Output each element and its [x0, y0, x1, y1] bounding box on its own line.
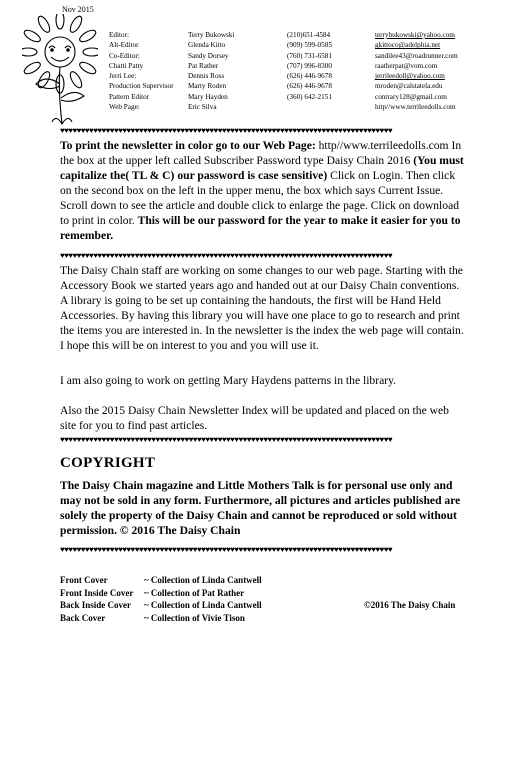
staff-role: Editor: [109, 31, 129, 39]
credit-row [60, 574, 490, 587]
credit-row [60, 587, 490, 600]
staff-row [109, 40, 489, 50]
print-notice [60, 138, 466, 243]
issue-date: Nov 2015 [62, 5, 94, 14]
cover-credits [60, 574, 490, 624]
staff-phone: (909) 599-0585 [287, 41, 332, 50]
staff-phone: (626) 446-9678 [287, 82, 332, 91]
credit-label: Back Inside Cover [60, 600, 132, 611]
copyright-heading: COPYRIGHT [60, 455, 156, 471]
password-case-note: (You must capitalize the( TL & C) our password is case sensitive) [60, 154, 464, 182]
credit-label: Back Cover [60, 612, 106, 623]
staff-name: Eric Silva [188, 103, 217, 112]
credit-value: ~ Collection of Pat Rather [144, 587, 245, 598]
staff-email-link[interactable]: terrybukowski@yahoo.com [375, 31, 455, 39]
credit-value: ~ Collection of Linda Cantwell [144, 575, 262, 585]
staff-row [109, 81, 489, 91]
staff-row [109, 71, 489, 81]
daisy-flower-icon [22, 14, 98, 126]
password-reminder: This will be our password for the year to make it easier for you to remember. [60, 214, 461, 242]
staff-role: Co-Editor: [109, 51, 140, 60]
heart-divider: ♥♥♥♥♥♥♥♥♥♥♥♥♥♥♥♥♥♥♥♥♥♥♥♥♥♥♥♥♥♥♥♥♥♥♥♥♥♥♥♥♥♥♥♥♥♥♥♥♥♥♥♥♥♥♥♥♥♥♥♥♥♥♥♥♥♥♥♥♥♥♥♥♥♥♥♥♥♥♥♥ [60, 127, 393, 135]
credits-copyright: ©2016 The Daisy Chain [364, 600, 456, 610]
web-page-url-inline[interactable]: http//www.terrileedolls.com [315, 139, 449, 152]
staff-email: contrary128@gmail.com [375, 92, 447, 101]
heart-divider: ♥♥♥♥♥♥♥♥♥♥♥♥♥♥♥♥♥♥♥♥♥♥♥♥♥♥♥♥♥♥♥♥♥♥♥♥♥♥♥♥♥♥♥♥♥♥♥♥♥♥♥♥♥♥♥♥♥♥♥♥♥♥♥♥♥♥♥♥♥♥♥♥♥♥♥♥♥♥♥♥ [60, 252, 393, 260]
staff-name: Sandy Dorsey [188, 51, 229, 60]
staff-row [109, 102, 489, 112]
index-paragraph: Also the 2015 Daisy Chain Newsletter Index will be updated and placed on the web site for you to find past articles. [60, 404, 449, 432]
staff-name: Pat Rather [188, 61, 219, 70]
staff-name: Mary Hayden [188, 92, 228, 101]
print-notice-instructions: In the box at the upper left called Subscriber Password type Daisy Chain 2016 [60, 139, 462, 167]
patterns-paragraph: I am also going to work on getting Mary Haydens patterns in the library. [60, 374, 397, 387]
staff-email-link[interactable]: jerrileedoll@yahoo.com [375, 72, 445, 81]
staff-row [109, 61, 489, 71]
staff-row [109, 30, 489, 40]
credit-label: Front Cover [60, 575, 108, 585]
staff-role: Production Supervisor [109, 82, 174, 91]
staff-name: Glenda Kitto [188, 41, 226, 50]
staff-role: Chatti Patty [109, 61, 144, 70]
staff-phone: (210)651-4584 [287, 31, 331, 39]
heart-divider: ♥♥♥♥♥♥♥♥♥♥♥♥♥♥♥♥♥♥♥♥♥♥♥♥♥♥♥♥♥♥♥♥♥♥♥♥♥♥♥♥♥♥♥♥♥♥♥♥♥♥♥♥♥♥♥♥♥♥♥♥♥♥♥♥♥♥♥♥♥♥♥♥♥♥♥♥♥♥♥♥ [60, 436, 393, 444]
staff-role: Pattern Editor [109, 92, 150, 101]
staff-name: Terry Bukowski [188, 31, 235, 39]
staff-role: Web Page: [109, 103, 140, 112]
credit-label: Front Inside Cover [60, 587, 134, 598]
staff-row [109, 92, 489, 102]
staff-phone: (360) 642-2151 [287, 92, 332, 101]
staff-name: Dennis Ross [188, 72, 225, 81]
copyright-text: The Daisy Chain magazine and Little Mothers Talk is for personal use only and may not be sold in any form. Furthermore, all pictures and articles published are solely the property of the Daisy Chain and cannot be reproduced or sold without permission. © 2016 The Daisy Chain [60, 479, 461, 537]
print-notice-steps: Click on Login. Then click on the second box on the left in the upper menu, the box which says Current Issue. Scroll down to see the article and double click to enlarge the page. Click on download to print in color. [60, 169, 460, 227]
staff-phone: (626) 446-9678 [287, 72, 332, 81]
staff-role: Alt-Editor [109, 41, 139, 50]
staff-row [109, 51, 489, 61]
credit-value: ~ Collection of Vivie Tison [144, 612, 245, 623]
heart-divider: ♥♥♥♥♥♥♥♥♥♥♥♥♥♥♥♥♥♥♥♥♥♥♥♥♥♥♥♥♥♥♥♥♥♥♥♥♥♥♥♥♥♥♥♥♥♥♥♥♥♥♥♥♥♥♥♥♥♥♥♥♥♥♥♥♥♥♥♥♥♥♥♥♥♥♥♥♥♥♥♥ [60, 546, 393, 554]
staff-directory [109, 30, 489, 112]
credit-value: ~ Collection of Linda Cantwell [144, 600, 262, 611]
staff-phone: (707) 996-8300 [287, 61, 332, 70]
staff-role: Jerri Lee: [109, 72, 137, 81]
staff-email: mroden@calstatela.edu [375, 82, 443, 91]
staff-email-link[interactable]: gkittoco@adelphia.net [375, 41, 441, 50]
staff-name: Marty Roden [188, 82, 227, 91]
print-notice-lead: To print the newsletter in color go to our Web Page: [60, 139, 316, 152]
staff-phone: (760) 731-6581 [287, 51, 332, 60]
web-changes-paragraph: The Daisy Chain staff are working on some changes to our web page. Starting with the Accessory Book we started years ago and handed out at our Daisy Chain conventions. A library is going to be set up containing the handouts, the first will be Hand Held Accessories. By having this library you will have one place to go to research and print the items you are interested in. In the newsletter is the index the web page will contain. I hope this will be on interest to you and you will use it. [60, 264, 464, 352]
credit-row [60, 612, 490, 625]
staff-email: sandilee43@roadrunner.com [375, 51, 458, 60]
web-page-url[interactable]: http//www.terrileedolls.com [375, 103, 456, 112]
staff-email: raatherpat@vom.com [375, 61, 438, 70]
